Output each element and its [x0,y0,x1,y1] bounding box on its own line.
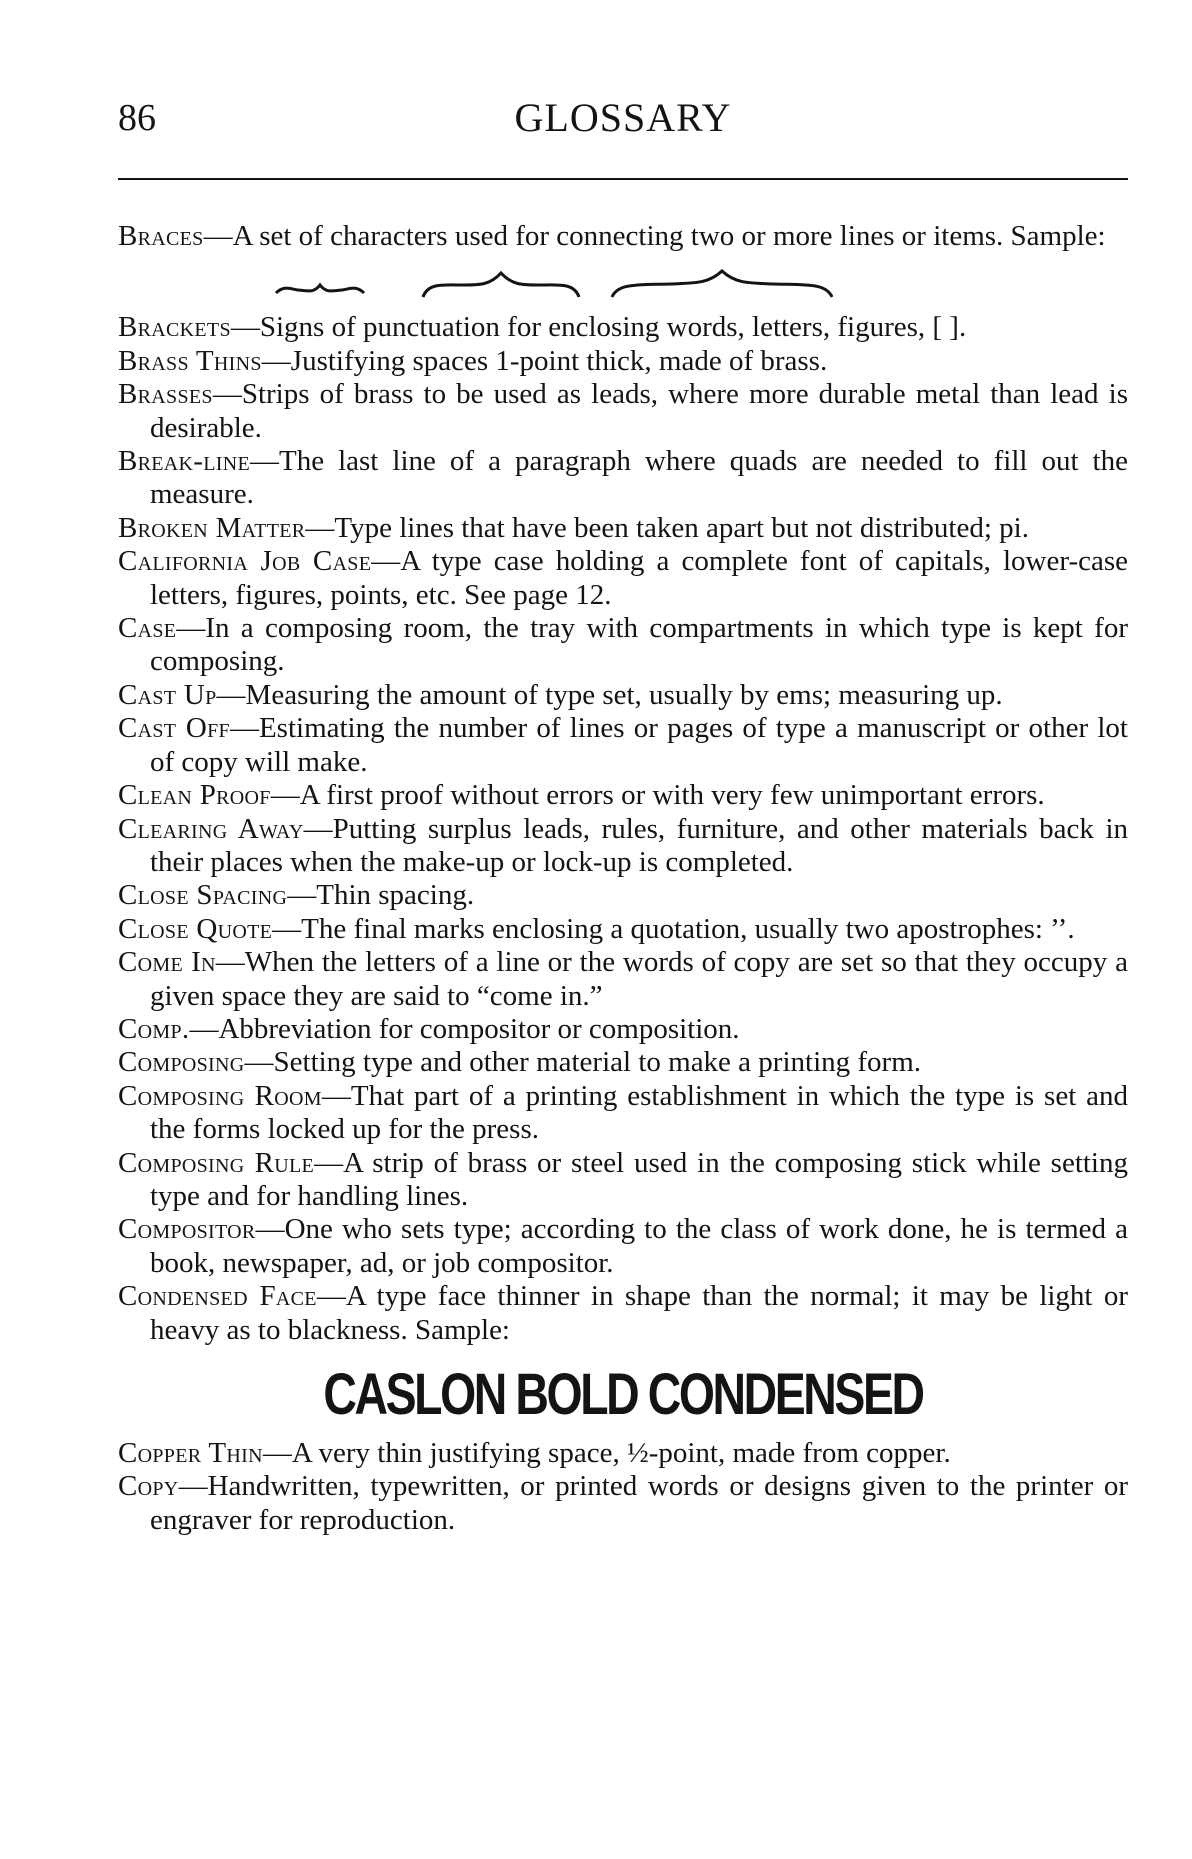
glossary-entries [118,220,1128,1537]
entry-term: Brasses [118,378,213,411]
entry-definition: —Measuring the amount of type set, usually by ems; measuring up. [216,678,1003,711]
entry-definition: —The final marks enclosing a quotation, usually two apostrophes: ’’. [272,912,1075,945]
entry-term: Clean Proof [118,779,271,812]
entry-term: Copy [118,1470,179,1503]
glossary-entry-clean-proof [118,779,1128,812]
entry-definition: —That part of a printing establishment in which the type is set and the forms locked up for the press. [150,1079,1128,1146]
entry-term: Composing Rule [118,1146,315,1179]
glossary-entry-composing [118,1046,1128,1079]
condensed-type-sample: CASLON BOLD CONDENSED [323,1362,923,1427]
entry-definition: —Justifying spaces 1-point thick, made of brass. [261,344,828,377]
entry-term: Cast Off [118,712,230,745]
glossary-entry-brackets [118,311,1128,344]
entry-definition: —Type lines that have been taken apart but not distributed; pi. [305,511,1029,544]
header-rule [118,178,1128,180]
entry-definition: —Handwritten, typewritten, or printed words or designs given to the printer or engraver for reproduction. [150,1470,1128,1536]
entry-definition: —A type case holding a complete font of capitals, lower-case letters, figures, points, etc. See page 12. [150,545,1128,611]
entry-term: Copper Thin [118,1437,263,1469]
entry-term: Close Spacing [118,879,288,912]
entry-definition: —Putting surplus leads, rules, furniture, and other materials back in their places when the make-up or lock-up is completed. [150,812,1128,878]
glossary-entry-broken-matter [118,512,1128,545]
entry-definition: —A strip of brass or steel used in the composing stick while setting type and for handling lines. [150,1146,1128,1212]
entry-definition: —The last line of a paragraph where quads are needed to fill out the measure. [150,445,1128,511]
glossary-entry-braces [118,220,1128,253]
glossary-entry-case [118,612,1128,679]
page-header [118,96,1128,160]
entry-term: Brackets [118,311,231,344]
entry-definition: —A set of characters used for connecting two or more lines or items. Sample: [203,220,1106,252]
glossary-entry-composing-rule [118,1147,1128,1214]
page-title: GLOSSARY [514,95,732,140]
glossary-entry-california-job-case [118,545,1128,612]
glossary-entry-come-in [118,946,1128,1013]
glossary-entry-close-quote [118,913,1128,946]
entry-term: Comp. [118,1012,190,1045]
glossary-entry-copper-thin [118,1437,1128,1470]
entry-term: Broken Matter [118,511,306,544]
entry-definition: —A first proof without errors or with very few unimportant errors. [270,779,1045,812]
entry-term: Compositor [118,1213,256,1246]
glossary-entry-cast-up [118,679,1128,712]
entry-term: Composing [118,1046,245,1079]
glossary-page [118,95,1128,1536]
entry-definition: —In a composing room, the tray with compartments in which type is kept for composing. [150,612,1128,678]
glossary-entry-compositor [118,1213,1128,1280]
horizontal-brace-icon [118,253,1128,311]
glossary-entry-break-line [118,445,1128,512]
glossary-entry-brass-thins [118,345,1128,378]
entry-term: Brass Thins [118,344,262,377]
entry-term: Condensed Face [118,1280,317,1313]
glossary-entry-comp [118,1013,1128,1046]
glossary-entry-copy [118,1470,1128,1537]
entry-term: Close Quote [118,912,273,945]
page-number: 86 [118,97,156,139]
entry-term: Come In [118,946,216,979]
entry-definition: —One who sets type; according to the class of work done, he is termed a book, newspaper, ad, or job compositor. [150,1213,1128,1279]
glossary-entry-close-spacing [118,879,1128,912]
entry-definition: —Signs of punctuation for enclosing words, letters, figures, [ ]. [230,311,967,344]
entry-term: Braces [118,220,204,252]
glossary-entry-clearing-away [118,813,1128,880]
entry-term: Composing Room [118,1079,322,1112]
entry-term: Case [118,612,177,645]
entry-definition: —A type face thinner in shape than the normal; it may be light or heavy as to blackness. Sample: [150,1280,1128,1346]
entry-definition: —When the letters of a line or the words of copy are set so that they occupy a given space they are said to “come in.” [150,946,1128,1012]
braces-sample [118,253,1128,311]
entry-definition: —Strips of brass to be used as leads, where more durable metal than lead is desirable. [150,378,1128,444]
entry-term: Cast Up [118,678,217,711]
entry-term: Break-line [118,445,250,478]
entry-definition: —Abbreviation for compositor or composition. [189,1012,740,1045]
entry-definition: —Estimating the number of lines or pages of type a manuscript or other lot of copy will make. [150,712,1128,778]
entry-definition: —A very thin justifying space, ½-point, made from copper. [262,1437,951,1469]
entry-definition: —Thin spacing. [287,879,475,912]
entry-definition: —Setting type and other material to make a printing form. [244,1046,922,1079]
glossary-entry-composing-room [118,1080,1128,1147]
glossary-entry-brasses [118,378,1128,445]
glossary-entry-condensed-face [118,1280,1128,1347]
entry-term: Clearing Away [118,812,304,845]
entry-term: California Job Case [118,545,372,578]
glossary-entry-cast-off [118,712,1128,779]
